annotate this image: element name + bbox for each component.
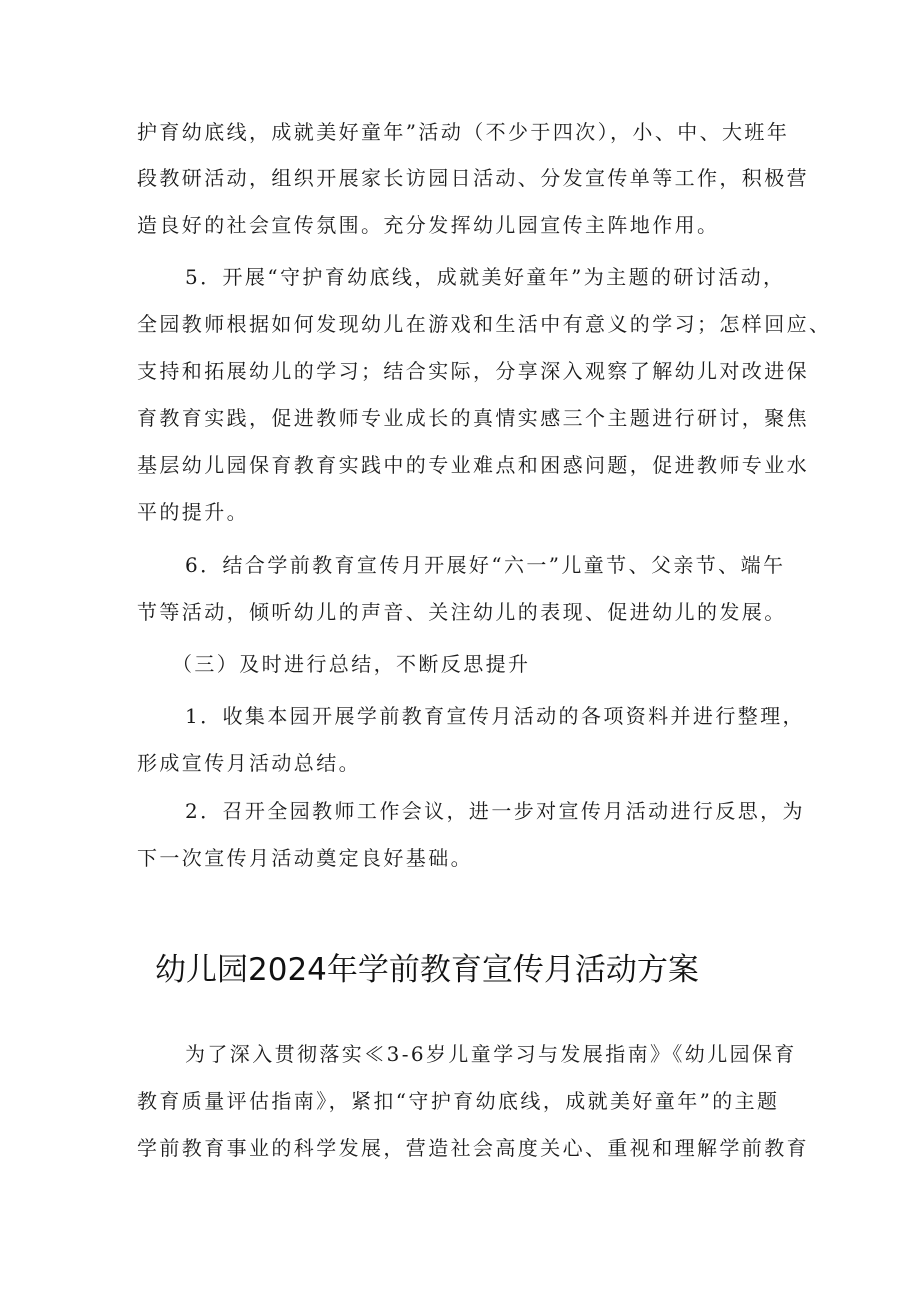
text-line: 2．召开全园教师工作会议，进一步对宣传月活动进行反思，为 — [185, 799, 805, 823]
page-title: 幼儿园2024年学前教育宣传月活动方案 — [155, 952, 699, 988]
text-line: 基层幼儿园保育教育实践中的专业难点和困惑问题，促进教师专业水 — [137, 453, 809, 477]
text-line: 护育幼底线，成就美好童年”活动（不少于四次），小、中、大班年 — [137, 120, 790, 144]
text-line: 育教育实践，促进教师专业成长的真情实感三个主题进行研讨，聚焦 — [137, 406, 809, 430]
text-line: 下一次宣传月活动奠定良好基础。 — [137, 846, 473, 870]
text-line: 段教研活动，组织开展家长访园日活动、分发宣传单等工作，积极营 — [137, 166, 809, 190]
text-line: 学前教育事业的科学发展，营造社会高度关心、重视和理解学前教育 — [137, 1136, 809, 1160]
text-line: 造良好的社会宣传氛围。充分发挥幼儿园宣传主阵地作用。 — [137, 213, 720, 237]
text-line: 支持和拓展幼儿的学习；结合实际，分享深入观察了解幼儿对改进保 — [137, 359, 809, 383]
text-line: 节等活动，倾听幼儿的声音、关注幼儿的表现、促进幼儿的发展。 — [137, 600, 787, 624]
text-line: 1．收集本园开展学前教育宣传月活动的各项资料并进行整理， — [185, 704, 805, 728]
subheading: （三）及时进行总结，不断反思提升 — [172, 652, 531, 676]
text-line: 教育质量评估指南》，紧扣“守护育幼底线，成就美好童年”的主题 — [137, 1089, 780, 1113]
text-line: 5．开展“守护育幼底线，成就美好童年”为主题的研讨活动， — [185, 265, 786, 289]
text-line: 6．结合学前教育宣传月开展好“六一”儿童节、父亲节、端午 — [185, 553, 786, 577]
text-line: 全园教师根据如何发现幼儿在游戏和生活中有意义的学习；怎样回应、 — [137, 312, 832, 336]
text-line: 形成宣传月活动总结。 — [137, 751, 361, 775]
text-line: 平的提升。 — [137, 500, 249, 524]
text-line: 为了深入贯彻落实≪3-6岁儿童学习与发展指南》《幼儿园保育 — [185, 1042, 797, 1066]
